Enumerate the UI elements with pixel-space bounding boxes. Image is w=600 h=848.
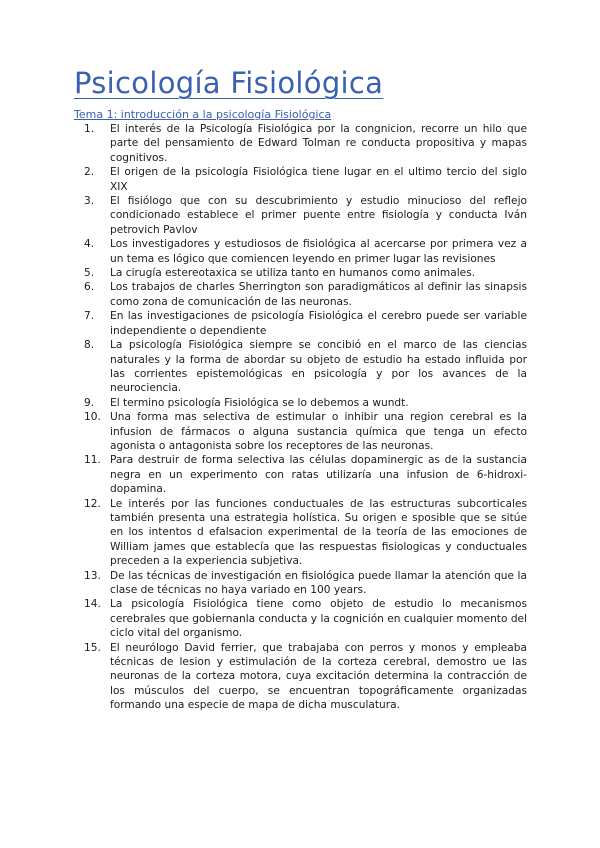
list-item-text: El interés de la Psicología Fisiológica por la congnicion, recorre un hilo que parte del pensamiento de Edward Tolman re conducta propositiva y mapas cognitivos. — [110, 123, 527, 164]
list-item-number: 13. — [84, 569, 101, 582]
list-item-number: 9. — [84, 396, 95, 409]
list-item-number: 10. — [84, 411, 101, 424]
list-item — [84, 410, 527, 453]
list-item — [84, 165, 527, 194]
list-item — [84, 280, 527, 309]
list-item-number: 12. — [84, 497, 101, 510]
list-item-text: La psicología Fisiológica tiene como objeto de estudio lo mecanismos cerebrales que gobiernanla conducta y la cognición en cualquier momento del ciclo vital del organismo. — [110, 598, 527, 640]
list-item-number: 6. — [84, 281, 95, 294]
list-item — [84, 237, 527, 266]
list-item — [84, 597, 527, 640]
list-item-text: Una forma mas selectiva de estimular o inhibir una region cerebral es la infusion de fármacos o alguna sustancia química que tenga un efecto agonista o antagonista sobre los receptores de las neuronas. — [110, 411, 527, 452]
list-item-text: El origen de la psicología Fisiológica tiene lugar en el ultimo tercio del siglo XIX — [110, 166, 527, 193]
list-item-text: La psicología Fisiológica siempre se concibió en el marco de las ciencias naturales y la forma de abordar su objeto de estudio ha estado influida por las corrientes epistemológicas en psicología y por los avances de la neurociencia. — [110, 339, 527, 395]
list-item — [84, 569, 527, 598]
list-item — [84, 266, 527, 280]
list-item-text: Los investigadores y estudiosos de fisiológica al acercarse por primera vez a un tema es lógico que comiencen leyendo en primer lugar las revisiones — [110, 238, 527, 265]
list-item-text: El termino psicología Fisiológica se lo debemos a wundt. — [110, 396, 409, 409]
list-item-text: En las investigaciones de psicología Fisiológica el cerebro puede ser variable independiente o dependiente — [110, 310, 527, 337]
list-item-number: 11. — [84, 454, 101, 467]
list-item-number: 2. — [84, 166, 95, 179]
list-item — [84, 453, 527, 496]
list-item-text: Para destruir de forma selectiva las células dopaminergic as de la sustancia negra en un experimento con ratas utilizaría una infusion de 6-hidroxi-dopamina. — [110, 454, 527, 496]
list-item — [84, 641, 527, 713]
list-item — [84, 497, 527, 569]
list-item-text: La cirugía estereotaxica se utiliza tanto en humanos como animales. — [110, 267, 476, 280]
list-item — [84, 396, 527, 410]
list-item — [84, 122, 527, 165]
list-item-text: Los trabajos de charles Sherrington son paradigmáticos al definir las sinapsis como zona de comunicación de las neuronas. — [110, 281, 527, 308]
section-subtitle: Tema 1: introducción a la psicología Fisiológica — [74, 108, 332, 121]
list-item-number: 15. — [84, 641, 101, 654]
list-item-number: 1. — [84, 123, 95, 135]
list-item — [84, 338, 527, 396]
list-item-number: 3. — [84, 195, 95, 208]
list-item — [84, 194, 527, 237]
page-title: Psicología Fisiológica — [74, 66, 384, 100]
list-item-number: 7. — [84, 310, 95, 323]
list-item-text: El fisiólogo que con su descubrimiento y estudio minucioso del reflejo condicionado establece el primer puente entre fisiología y conducta Iván petrovich Pavlov — [110, 195, 527, 236]
list-item-number: 5. — [84, 267, 95, 280]
list-item-text: Le interés por las funciones conductuales de las estructuras subcorticales también presenta una estrategia holística. Su origen e sposible que se sitúe en los intentos d efalsacion experimental de la teoría de las emociones de William james que establecía que las respuestas fisiologicas y conductuales preceden a la experiencia subjetiva. — [110, 497, 527, 568]
list-item — [84, 309, 527, 338]
list-item-number: 8. — [84, 339, 95, 352]
numbered-list — [84, 122, 527, 713]
list-item-text: De las técnicas de investigación en fisiológica puede llamar la atención que la clase de técnicas no haya variado en 100 years. — [110, 569, 527, 596]
list-item-number: 4. — [84, 238, 95, 251]
list-item-text: El neurólogo David ferrier, que trabajaba con perros y monos y empleaba técnicas de lesion y estimulación de la corteza cerebral, demostro ue las neuronas de la corteza motora, cuya excitación determina la contracción de los músculos del cuerpo, se encuentran topográficamente organizadas formando una especie de mapa de dicha musculatura. — [110, 641, 527, 712]
list-item-number: 14. — [84, 598, 101, 611]
